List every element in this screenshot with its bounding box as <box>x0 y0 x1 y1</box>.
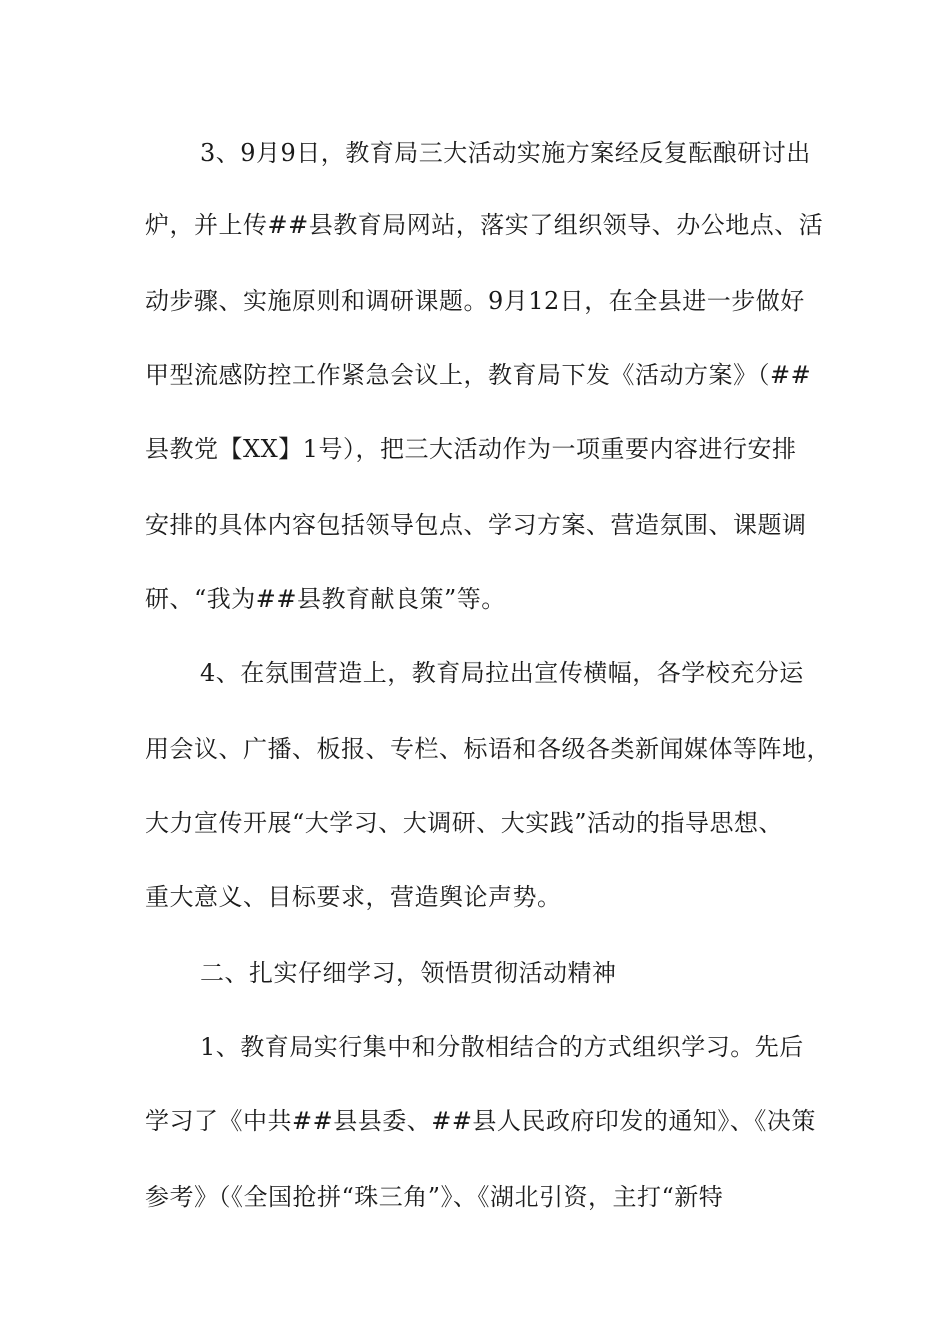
paragraph-line: 安排的具体内容包括领导包点、学习方案、营造氛围、课题调 <box>145 511 807 539</box>
paragraph-line: 动步骤、实施原则和调研课题。9月12日，在全县进一步做好 <box>145 287 805 315</box>
paragraph-line: 研、“我为##县教育献良策”等。 <box>145 585 506 613</box>
paragraph-line: 重大意义、目标要求，营造舆论声势。 <box>145 883 562 911</box>
paragraph-line: 县教党【XX】1号），把三大活动作为一项重要内容进行安排 <box>145 435 797 463</box>
paragraph-line: 4、在氛围营造上，教育局拉出宣传横幅，各学校充分运 <box>200 659 804 687</box>
paragraph-line: 大力宣传开展“大学习、大调研、大实践”活动的指导思想、 <box>145 809 784 837</box>
paragraph-line: 参考》（《全国抢拼“珠三角”》、《湖北引资，主打“新特 <box>145 1183 724 1211</box>
paragraph-line: 用会议、广播、板报、专栏、标语和各级各类新闻媒体等阵地， <box>145 735 831 763</box>
paragraph-line: 学习了《中共##县县委、##县人民政府印发的通知》、《决策 <box>145 1107 816 1135</box>
paragraph-line: 甲型流感防控工作紧急会议上，教育局下发《活动方案》（## <box>145 361 812 389</box>
paragraph-line: 3、9月9日，教育局三大活动实施方案经反复酝酿研讨出 <box>200 139 811 167</box>
section-heading: 二、扎实仔细学习，领悟贯彻活动精神 <box>200 959 617 987</box>
paragraph-line: 1、教育局实行集中和分散相结合的方式组织学习。先后 <box>200 1033 804 1061</box>
paragraph-line: 炉，并上传##县教育局网站，落实了组织领导、办公地点、活 <box>145 211 824 239</box>
